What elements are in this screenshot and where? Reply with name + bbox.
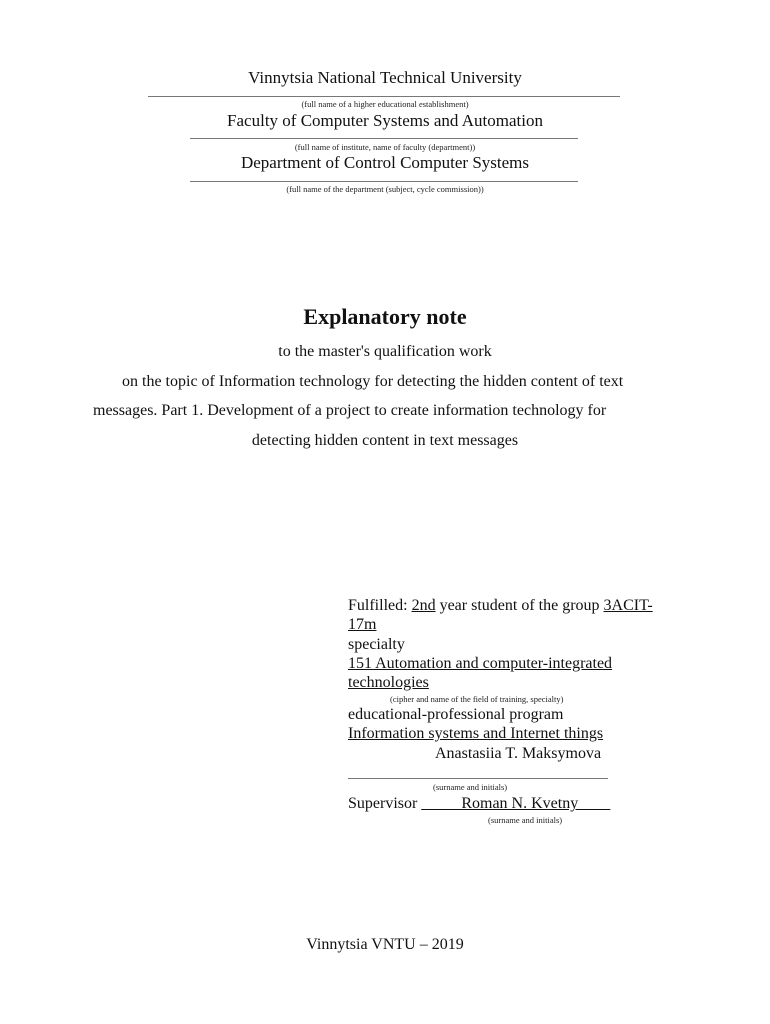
document-title: Explanatory note	[303, 304, 467, 329]
year-suffix: year student of the group	[435, 597, 604, 614]
fulfilled-prefix: Fulfilled:	[348, 597, 412, 614]
specialty-line-1: 151 Automation and computer-integrated	[348, 655, 613, 672]
university-name: Vinnytsia National Technical University	[248, 68, 522, 87]
supervisor-caption: (surname and initials)	[488, 815, 563, 825]
faculty-name: Faculty of Computer Systems and Automation	[227, 111, 543, 130]
faculty-underline	[190, 138, 578, 139]
student-name: Anastasiia T. Maksymova	[435, 745, 602, 762]
group-code-part2: 17m	[348, 616, 377, 633]
student-name-caption: (surname and initials)	[433, 782, 508, 792]
supervisor-label: Supervisor	[348, 795, 422, 812]
topic-line-3: detecting hidden content in text messages	[251, 432, 519, 449]
topic-line-1: on the topic of Information technology for detecting the hidden content of text	[122, 373, 624, 390]
university-caption: (full name of a higher educational establishment)	[301, 99, 469, 109]
specialty-line-2: technologies	[348, 674, 429, 691]
department-underline	[190, 181, 578, 182]
supervisor-name: _____Roman N. Kvetny____	[421, 795, 611, 812]
university-underline	[148, 96, 620, 97]
faculty-caption: (full name of institute, name of faculty (department))	[294, 142, 476, 152]
supervisor-line	[348, 795, 610, 813]
fulfilled-line	[348, 597, 653, 615]
student-year: 2nd	[411, 597, 436, 614]
topic-line-2: messages. Part 1. Development of a project to create information technology for	[93, 402, 607, 419]
place-and-year: Vinnytsia VNTU – 2019	[306, 936, 464, 953]
program-name: Information systems and Internet things	[348, 725, 604, 742]
specialty-caption: (cipher and name of the field of training, specialty)	[390, 694, 564, 704]
department-caption: (full name of the department (subject, cycle commission))	[286, 184, 484, 194]
student-name-underline	[348, 778, 608, 779]
document-subtitle: to the master's qualification work	[278, 343, 492, 360]
department-name: Department of Control Computer Systems	[240, 153, 530, 172]
program-label: educational-professional program	[348, 706, 564, 723]
group-code-part1: 3ACIT-	[603, 597, 653, 614]
specialty-label: specialty	[348, 636, 405, 653]
